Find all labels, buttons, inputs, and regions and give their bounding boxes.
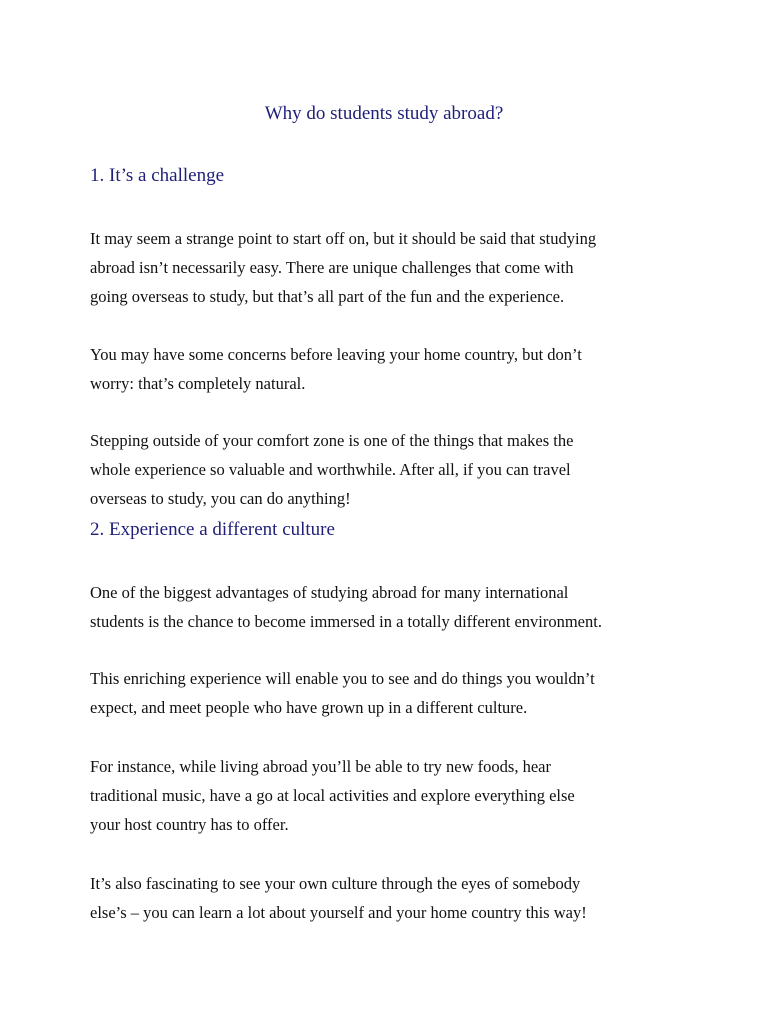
paragraph	[90, 578, 690, 636]
paragraph	[90, 224, 690, 311]
paragraph-line: One of the biggest advantages of studying abroad for many international	[90, 583, 569, 602]
paragraph	[90, 426, 690, 513]
document-title: Why do students study abroad?	[264, 103, 504, 124]
paragraph-line: worry: that’s completely natural.	[90, 374, 306, 393]
paragraph-line: For instance, while living abroad you’ll be able to try new foods, hear	[90, 757, 551, 776]
paragraph-line: your host country has to offer.	[90, 815, 289, 834]
paragraph-line: students is the chance to become immersed in a totally different environment.	[90, 612, 602, 631]
paragraph-line: expect, and meet people who have grown up in a different culture.	[90, 698, 528, 717]
paragraph	[90, 664, 690, 722]
section-heading-challenge: 1. It’s a challenge	[90, 165, 225, 186]
paragraph-line: overseas to study, you can do anything!	[90, 489, 351, 508]
paragraph-line: going overseas to study, but that’s all part of the fun and the experience.	[90, 287, 565, 306]
paragraph-line: abroad isn’t necessarily easy. There are unique challenges that come with	[90, 258, 574, 277]
paragraph-line: traditional music, have a go at local activities and explore everything else	[90, 786, 575, 805]
paragraph-line: You may have some concerns before leaving your home country, but don’t	[90, 345, 582, 364]
paragraph-line: It’s also fascinating to see your own culture through the eyes of somebody	[90, 874, 581, 893]
section-heading-culture: 2. Experience a different culture	[90, 519, 335, 540]
paragraph-line: This enriching experience will enable you to see and do things you wouldn’t	[90, 669, 595, 688]
paragraph-line: It may seem a strange point to start off on, but it should be said that studying	[90, 229, 597, 248]
paragraph	[90, 340, 690, 398]
paragraph-line: Stepping outside of your comfort zone is one of the things that makes the	[90, 431, 574, 450]
paragraph-line: whole experience so valuable and worthwhile. After all, if you can travel	[90, 460, 571, 479]
paragraph-line: else’s – you can learn a lot about yourself and your home country this way!	[90, 903, 587, 922]
paragraph	[90, 869, 690, 927]
paragraph	[90, 752, 690, 839]
